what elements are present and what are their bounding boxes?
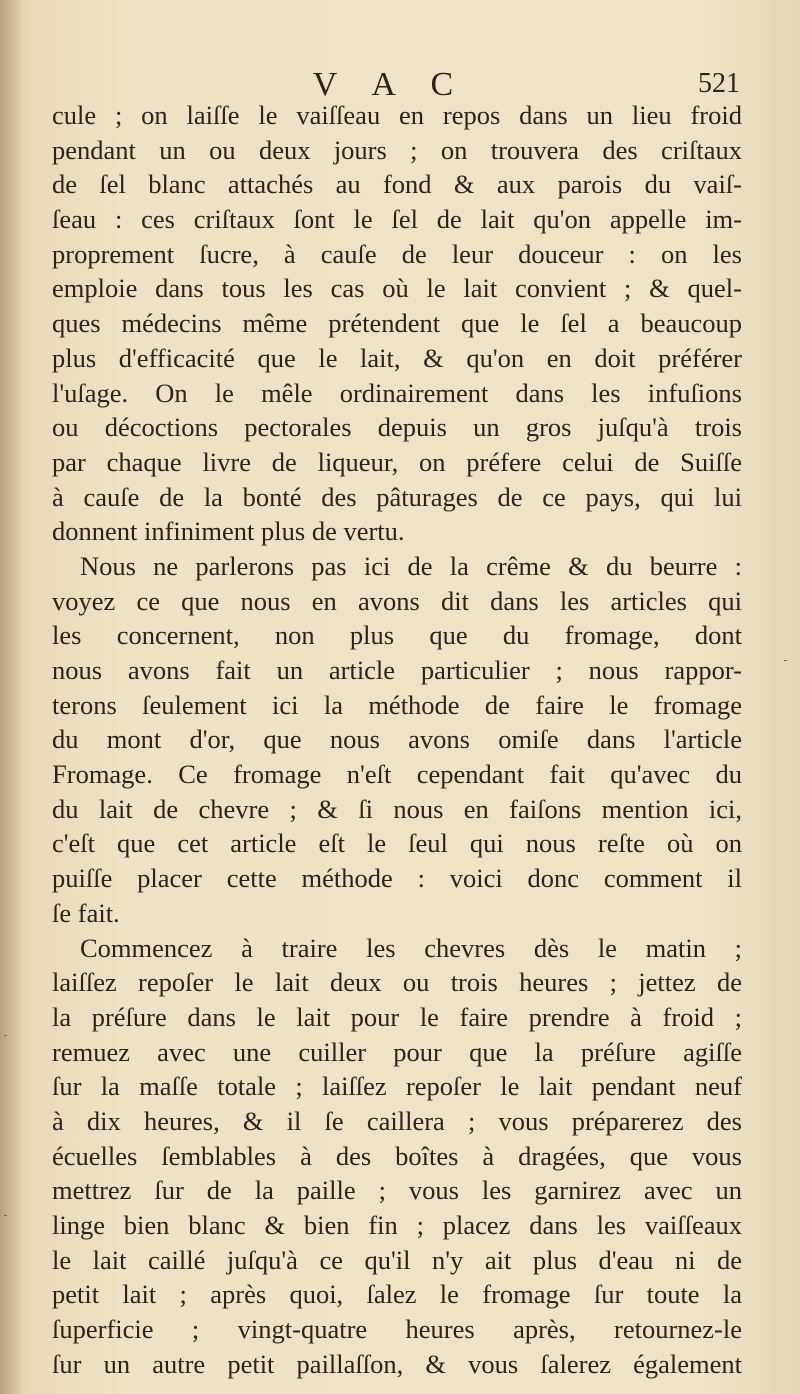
text-line: le lait caillé juſqu'à ce qu'il n'y ait plus d'eau ni de xyxy=(52,1244,742,1275)
text-line: ſur la maſſe totale ; laiſſez repoſer le lait pendant neuf xyxy=(52,1071,742,1102)
text-line: ſuperficie ; vingt-quatre heures après, retournez-le xyxy=(52,1314,742,1345)
text-line: laiſſez repoſer le lait deux ou trois heures ; jettez de xyxy=(52,967,742,998)
text-line: puiſſe placer cette méthode : voici donc comment il xyxy=(52,863,742,894)
text-line: à dix heures, & il ſe caillera ; vous préparerez des xyxy=(52,1105,742,1136)
text-line: du lait de chevre ; & ſi nous en faiſons mention ici, xyxy=(52,793,742,824)
book-spine-shadow xyxy=(0,0,22,1394)
text-line: par chaque livre de liqueur, on préfere celui de Suiſſe xyxy=(52,446,742,477)
running-head: V A C xyxy=(312,66,468,103)
text-line: nous avons fait un article particulier ; nous rappor- xyxy=(52,655,742,685)
text-line: ſeau : ces criſtaux ſont le ſel de lait qu'on appelle im- xyxy=(52,204,742,235)
body-text xyxy=(52,98,742,1381)
text-line: pendant un ou deux jours ; on trouvera des criſtaux xyxy=(52,134,742,165)
text-line: Nous ne parlerons pas ici de la crême & du beurre : xyxy=(80,550,742,581)
text-line: remuez avec une cuiller pour que la préſure agiſſe xyxy=(52,1036,742,1067)
text-line: ou décoctions pectorales depuis un gros juſqu'à trois xyxy=(52,412,742,443)
text-line: emploie dans tous les cas où le lait convient ; & quel- xyxy=(52,273,742,304)
text-line: l'uſage. On le mêle ordinairement dans les infuſions xyxy=(52,377,742,408)
margin-mark xyxy=(4,1035,7,1036)
margin-mark xyxy=(784,660,787,661)
text-line: terons ſeulement ici la méthode de faire le fromage xyxy=(52,689,742,720)
text-line: c'eſt que cet article eſt le ſeul qui nous reſte où on xyxy=(52,828,742,859)
text-line: cule ; on laiſſe le vaiſſeau en repos dans un lieu froid xyxy=(52,100,742,130)
text-line: ſe fait. xyxy=(52,897,120,928)
text-line: Fromage. Ce fromage n'eſt cependant fait qu'avec du xyxy=(52,759,742,790)
page-number: 521 xyxy=(698,68,740,99)
margin-mark xyxy=(4,1215,7,1216)
text-line: la préſure dans le lait pour le faire prendre à froid ; xyxy=(52,1001,742,1032)
text-line: les concernent, non plus que du fromage, dont xyxy=(52,620,742,651)
text-line: à cauſe de la bonté des pâturages de ce pays, qui lui xyxy=(52,481,742,512)
text-line: du mont d'or, que nous avons omiſe dans l'article xyxy=(52,724,742,755)
text-line: ſur un autre petit paillaſſon, & vous ſalerez également xyxy=(52,1348,742,1379)
text-line: de ſel blanc attachés au fond & aux parois du vaiſ- xyxy=(52,169,742,200)
text-line: Commencez à traire les chevres dès le matin ; xyxy=(80,932,742,963)
text-line: proprement ſucre, à cauſe de leur douceur : on les xyxy=(52,238,742,269)
text-line: écuelles ſemblables à des boîtes à dragées, que vous xyxy=(52,1140,742,1171)
text-line: plus d'efficacité que le lait, & qu'on en doit préférer xyxy=(52,342,742,373)
text-line: linge bien blanc & bien fin ; placez dans les vaiſſeaux xyxy=(52,1210,742,1240)
text-line: ques médecins même prétendent que le ſel a beaucoup xyxy=(52,308,742,339)
text-line: petit lait ; après quoi, ſalez le fromage ſur toute la xyxy=(52,1279,742,1310)
text-line: mettrez ſur de la paille ; vous les garnirez avec un xyxy=(52,1175,742,1206)
text-line: donnent infiniment plus de vertu. xyxy=(52,516,405,547)
text-line: voyez ce que nous en avons dit dans les articles qui xyxy=(52,585,742,616)
